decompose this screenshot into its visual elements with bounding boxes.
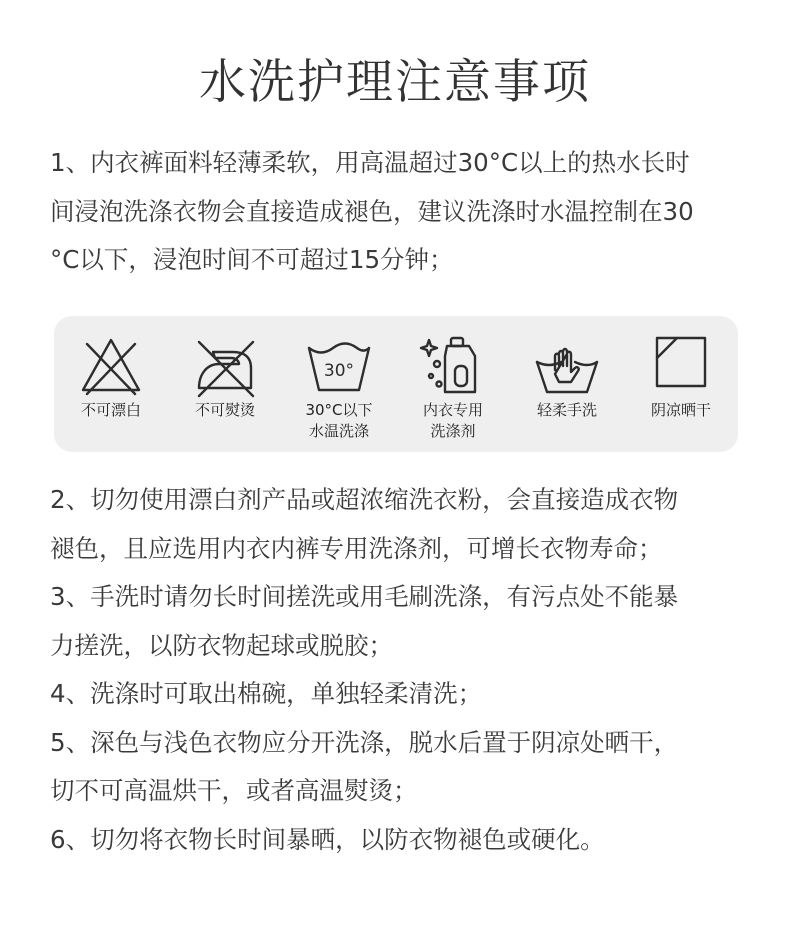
note-line: 6、切勿将衣物长时间暴晒，以防衣物褪色或硬化。 [50,824,605,854]
note-line: 力搓洗，以防衣物起球或脱胶； [50,630,393,660]
wash-temp-text: 30° [323,361,355,381]
note-line: 3、手洗时请勿长时间搓洗或用毛刷洗涤，有污点处不能暴 [50,582,679,611]
care-label: 30°C以下 水温洗涤 [305,401,373,440]
care-icons-panel [54,316,738,452]
intro-line: 1、内衣裤面料轻薄柔软，用高温超过30°C以上的热水长时 [50,148,690,177]
note-line: 5、深色与浅色衣物应分开洗涤，脱水后置于阴凉处晒干， [50,727,679,757]
no-iron-icon [189,334,261,398]
care-label: 不可熨烫 [194,401,255,419]
detergent-bottle-icon [417,334,489,398]
care-item-hand-wash [510,316,624,452]
page-title: 水洗护理注意事项 [199,55,591,111]
wash-30-icon [303,334,375,398]
note-line: 4、洗涤时可取出棉碗，单独轻柔清洗； [50,679,483,708]
hand-wash-icon [531,334,603,398]
no-bleach-icon [75,334,147,398]
care-label: 不可漂白 [80,401,141,419]
intro-line: 间浸泡洗涤衣物会直接造成褪色，建议洗涤时水温控制在30 [50,196,694,226]
care-item-wash-30 [282,316,396,452]
intro-paragraph [50,139,750,285]
note-line: 褪色，且应选用内衣内裤专用洗涤剂，可增长衣物寿命； [50,533,663,563]
care-item-shade-dry [624,316,738,452]
intro-line: °C以下，浸泡时间不可超过15分钟； [50,245,454,274]
care-item-detergent [396,316,510,452]
care-item-no-bleach [54,316,168,452]
note-line: 切不可高温烘干，或者高温熨烫； [50,776,418,805]
care-label: 阴凉晒干 [650,401,711,419]
care-item-no-iron [168,316,282,452]
care-notes-list [50,476,750,864]
shade-dry-icon [645,334,717,398]
care-label: 内衣专用 洗涤剂 [422,401,483,440]
note-line: 2、切勿使用漂白剂产品或超浓缩洗衣粉，会直接造成衣物 [50,485,679,514]
care-label: 轻柔手洗 [536,401,597,419]
